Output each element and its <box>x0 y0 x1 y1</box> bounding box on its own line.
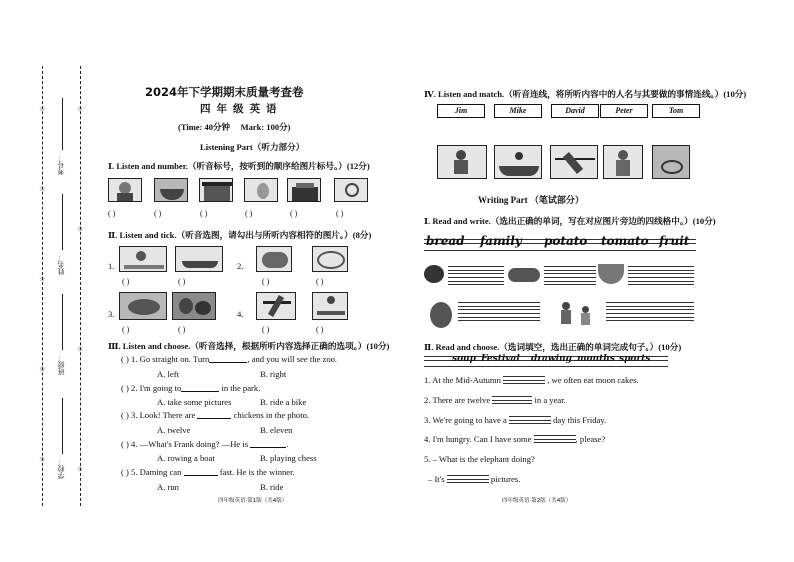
class-field[interactable] <box>62 294 63 350</box>
star-icon: ☆ <box>39 455 46 463</box>
question-3: ( ) 3. Look! There are chickens in the photo. <box>121 410 310 420</box>
activity-picture-3[interactable] <box>550 145 598 179</box>
item-number: 1. <box>108 261 115 271</box>
answer-lines[interactable] <box>544 277 596 285</box>
activity-picture-2[interactable] <box>494 145 542 179</box>
answer-blank[interactable]: ( ) <box>122 325 130 334</box>
answer-blank[interactable]: ( ) <box>121 439 129 449</box>
picture-2-1a <box>119 246 167 272</box>
answer-blank[interactable]: ( ) <box>178 325 186 334</box>
word-potato: potato <box>544 234 588 248</box>
name-box-mike[interactable]: Mike <box>494 104 542 118</box>
answer-lines[interactable] <box>458 302 540 310</box>
tomato-picture <box>424 265 444 283</box>
picture-1f <box>334 178 368 202</box>
answer-blank[interactable]: ( ) <box>121 467 129 477</box>
star-icon: ☆ <box>39 185 46 193</box>
option-b[interactable]: B. ride <box>260 482 284 492</box>
picture-2-4b <box>312 292 348 320</box>
option-b[interactable]: B. ride a bike <box>260 397 307 407</box>
fill-blank[interactable] <box>184 468 218 476</box>
name-box-peter[interactable]: Peter <box>600 104 648 118</box>
picture-1a <box>108 178 142 202</box>
word-family: family <box>480 234 522 248</box>
answer-lines[interactable] <box>458 313 540 321</box>
item-number: 2. <box>237 261 244 271</box>
answer-blank[interactable]: ( ) <box>121 383 129 393</box>
question-5: ( ) 5. Daming can fast. He is the winner. <box>121 467 295 477</box>
word-drawing: drawing <box>531 354 572 364</box>
word-sports: sports <box>619 354 651 364</box>
class-label: 班级： <box>57 354 65 375</box>
option-a[interactable]: A. run <box>157 482 179 492</box>
sentence-3: 3. We're going to have a day this Friday. <box>424 415 607 425</box>
fold-line-inner <box>80 66 81 506</box>
writing-2-heading: Ⅱ. Read and choose.（选词填空，选出正确的单词完成句子。）(10分) <box>424 342 682 352</box>
exam-subtitle: 四年级英语 <box>200 103 283 115</box>
word-bread: bread <box>426 234 465 248</box>
question-2: ( ) 2. I'm going to in the park. <box>121 383 261 393</box>
picture-1d <box>244 178 278 202</box>
time-mark: (Time: 40分钟 Mark: 100分) <box>178 122 291 132</box>
exam-no-field[interactable] <box>62 98 63 150</box>
activity-picture-1[interactable] <box>437 145 487 179</box>
word-fruit: fruit <box>659 234 690 248</box>
option-a[interactable]: A. twelve <box>157 425 191 435</box>
answer-blank[interactable]: ( ) <box>154 209 162 218</box>
option-a[interactable]: A. take some pictures <box>157 397 232 407</box>
option-a[interactable]: A. rowing a boat <box>157 453 215 463</box>
bread-picture <box>508 268 540 282</box>
word-months: months <box>577 354 615 364</box>
writing-1-heading: Ⅰ. Read and write.（选出正确的单词，写在对应图片旁边的四线格中。）(10分) <box>424 216 716 226</box>
page-footer-left: 四年级英语·第1版（共4版） <box>218 498 288 504</box>
answer-blank[interactable]: ( ) <box>122 277 130 286</box>
answer-lines[interactable] <box>628 277 694 285</box>
sentence-1: 1. At the Mid-Autumn , we often eat moon cakes. <box>424 375 639 385</box>
name-label: 姓名： <box>57 254 65 275</box>
star-icon: ☆ <box>77 345 84 353</box>
star-icon: ☆ <box>77 105 84 113</box>
fill-blank[interactable] <box>503 376 545 384</box>
fill-blank[interactable] <box>509 416 551 424</box>
answer-blank[interactable]: ( ) <box>262 325 270 334</box>
answer-blank[interactable]: ( ) <box>262 277 270 286</box>
star-icon: ☆ <box>39 275 46 283</box>
word-tomato: tomato <box>601 234 649 248</box>
fill-blank[interactable] <box>209 355 247 363</box>
answer-blank[interactable]: ( ) <box>121 354 129 364</box>
answer-blank[interactable]: ( ) <box>108 209 116 218</box>
potato-picture <box>430 302 452 328</box>
exam-no-label: 考号： <box>57 154 65 175</box>
option-b[interactable]: B. playing chess <box>260 453 317 463</box>
picture-2-3a <box>119 292 167 320</box>
activity-picture-5[interactable] <box>652 145 690 179</box>
section-2-heading: Ⅱ. Listen and tick.（听音选图，请勾出与所听内容相符的图片。）(8分) <box>108 230 372 240</box>
fill-blank[interactable] <box>197 411 231 419</box>
answer-lines[interactable] <box>544 266 596 274</box>
fill-blank[interactable] <box>447 475 489 483</box>
star-icon: ☆ <box>77 225 84 233</box>
answer-blank[interactable]: ( ) <box>178 277 186 286</box>
item-number: 4. <box>237 309 244 319</box>
name-box-tom[interactable]: Tom <box>652 104 700 118</box>
sentence-2: 2. There are twelve in a year. <box>424 395 566 405</box>
answer-lines[interactable] <box>448 266 504 274</box>
writing-heading: Writing Part （笔试部分） <box>478 195 584 205</box>
question-4: ( ) 4. —What's Frank doing? —He is . <box>121 439 289 449</box>
answer-blank[interactable]: ( ) <box>316 277 324 286</box>
picture-1b <box>154 178 188 202</box>
star-icon: ☆ <box>39 105 46 113</box>
answer-blank[interactable]: ( ) <box>200 209 208 218</box>
picture-2-1b <box>175 246 223 272</box>
sentence-5-answer: – It's pictures. <box>428 474 521 484</box>
picture-2-4a <box>256 292 296 320</box>
picture-2-3b <box>172 292 216 320</box>
picture-2-2b <box>312 246 348 272</box>
family-picture <box>558 300 602 328</box>
page-footer-right: 四年级英语·第2版（共4版） <box>502 498 572 504</box>
fold-line-outer <box>42 66 43 506</box>
picture-1e <box>287 178 321 202</box>
option-a[interactable]: A. left <box>157 369 179 379</box>
fill-blank[interactable] <box>250 440 286 448</box>
fill-blank[interactable] <box>534 435 576 443</box>
activity-picture-4[interactable] <box>603 145 643 179</box>
answer-blank[interactable]: ( ) <box>245 209 253 218</box>
section-3-heading: Ⅲ. Listen and choose.（听音选择，根据所听内容选择正确的选项。）(10分) <box>108 341 390 351</box>
name-box-jim[interactable]: Jim <box>437 104 485 118</box>
fruit-picture <box>598 264 624 284</box>
exam-title: 2024年下学期期末质量考查卷 <box>145 85 304 99</box>
fill-blank[interactable] <box>181 384 219 392</box>
answer-lines[interactable] <box>606 313 694 321</box>
item-number: 3. <box>108 309 115 319</box>
picture-1c <box>199 178 233 202</box>
answer-lines[interactable] <box>628 266 694 274</box>
school-field[interactable] <box>62 398 63 454</box>
section-4-heading: Ⅳ. Listen and match.（听音连线，将所听内容中的人名与其要做的事情连线。）(10分) <box>424 89 747 99</box>
word-soup: soup <box>452 354 476 364</box>
answer-blank[interactable]: ( ) <box>316 325 324 334</box>
name-box-david[interactable]: David <box>551 104 599 118</box>
name-field[interactable] <box>62 194 63 250</box>
school-label: 学校： <box>57 458 65 479</box>
question-1: ( ) 1. Go straight on. Turn , and you will see the zoo. <box>121 354 338 364</box>
star-icon: ☆ <box>77 465 84 473</box>
listening-heading: Listening Part（听力部分） <box>200 142 305 152</box>
star-icon: ☆ <box>39 365 46 373</box>
answer-lines[interactable] <box>606 302 694 310</box>
fill-blank[interactable] <box>492 396 532 404</box>
option-b[interactable]: B. eleven <box>260 425 293 435</box>
sentence-4: 4. I'm hungry. Can I have some , please? <box>424 434 606 444</box>
picture-2-2a <box>256 246 292 272</box>
answer-blank[interactable]: ( ) <box>336 209 344 218</box>
sentence-5: 5. – What is the elephant doing? <box>424 454 535 464</box>
answer-blank[interactable]: ( ) <box>121 410 129 420</box>
binding-strip <box>36 66 84 506</box>
word-festival: Festival <box>481 354 520 364</box>
answer-lines[interactable] <box>448 277 504 285</box>
answer-blank[interactable]: ( ) <box>290 209 298 218</box>
section-1-heading: Ⅰ. Listen and number.（听音标号，按听到的顺序给图片标号。）(12分) <box>108 161 370 171</box>
option-b[interactable]: B. right <box>260 369 287 379</box>
